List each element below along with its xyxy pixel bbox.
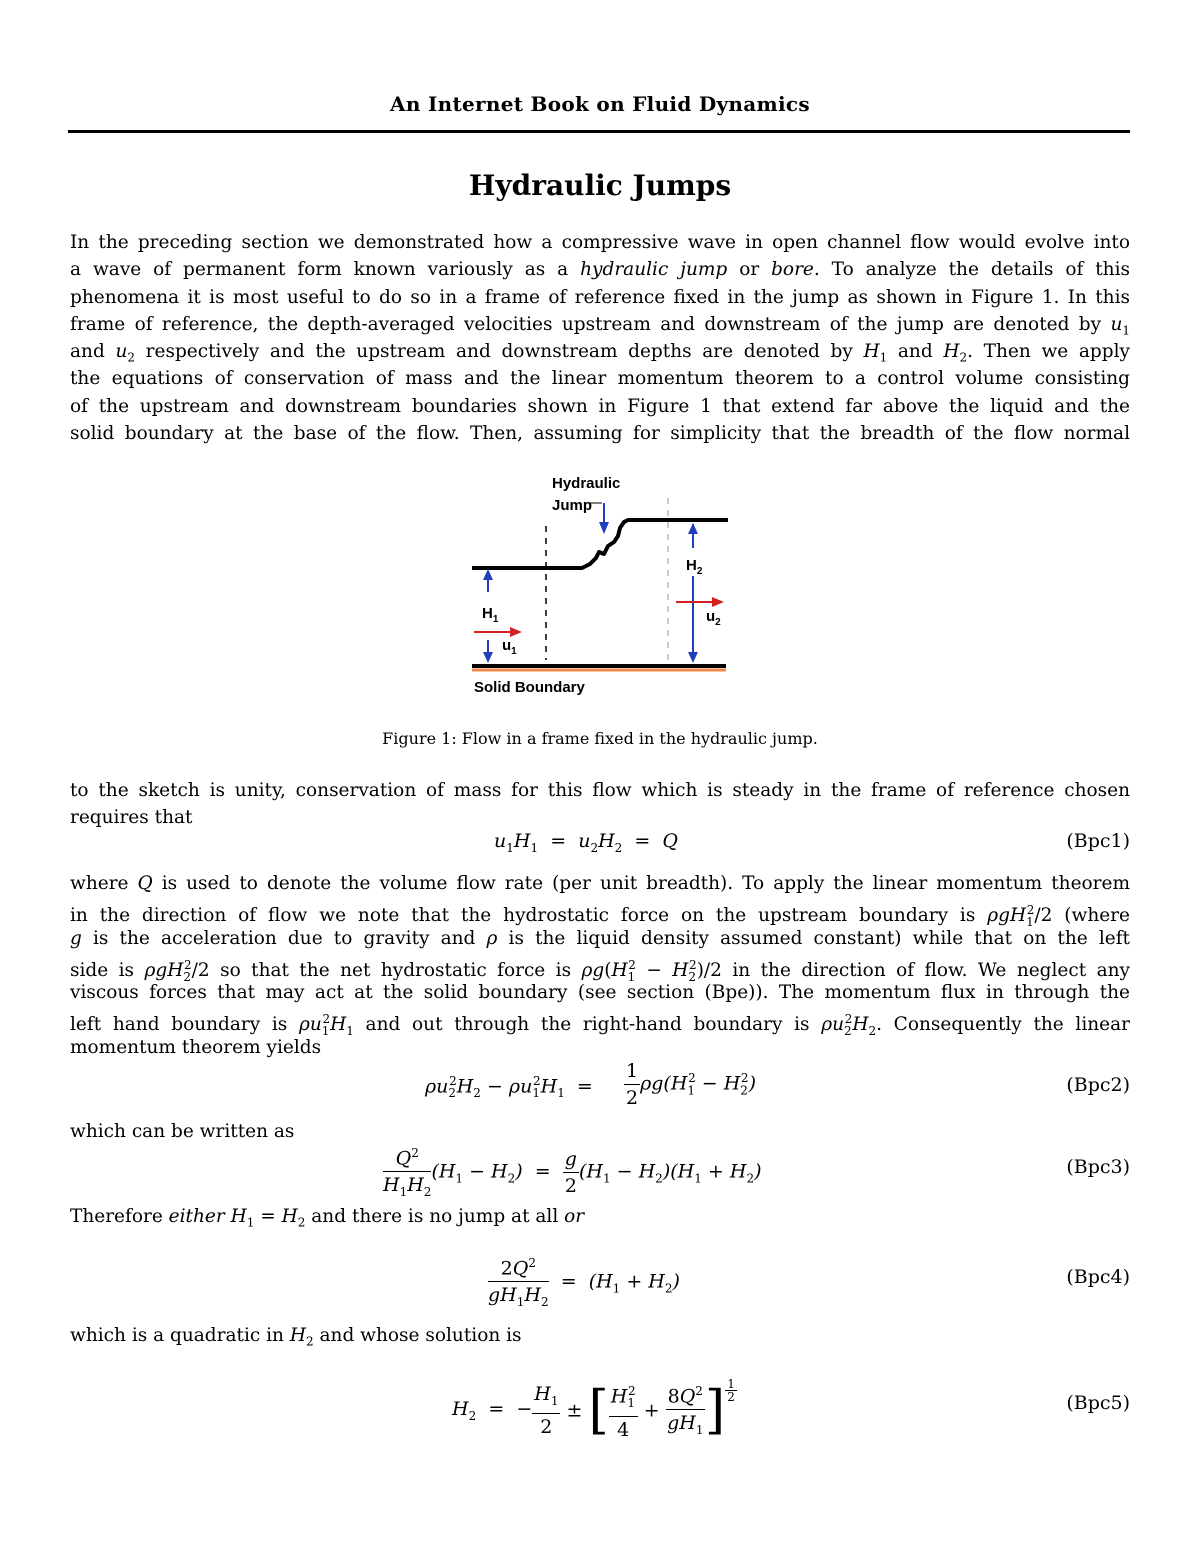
equation-bpc1: $u_1H_1 = u_2H_2 = Q$ (Bpc1) xyxy=(494,830,1130,855)
intro-line: phenomena it is most useful to do so in a frame of reference fixed in the jump as shown in Figure 1. In this xyxy=(70,286,1130,308)
intro-paragraph xyxy=(70,229,1130,447)
intro-line: of the upstream and downstream boundaries shown in Figure 1 that extend far above the liquid and the xyxy=(70,395,1130,417)
jump-pointer-arrowhead xyxy=(599,522,609,534)
figure-label-solid-boundary: Solid Boundary xyxy=(474,679,585,696)
para-line: g is the acceleration due to gravity and ρ is the liquid density assumed constant) while that on the left xyxy=(70,927,1130,949)
equation-bpc4: $\frac{2Q^2}{gH_1H_2}$ = $(H_1 + H_2)$ (Bpc4) xyxy=(70,1250,1130,1306)
figure-label-u1: $u_1$ xyxy=(502,637,517,657)
u2-arrowhead xyxy=(712,597,724,607)
equation-label: (Bpc5) xyxy=(1066,1392,1130,1414)
page-title: Hydraulic Jumps xyxy=(468,169,732,202)
equation-bpc3: $\frac{Q^2}{H_1H_2}$ $(H_1 - H_2)$ = $\frac{g}{2}$ $(H_1 - H_2)(H_1 + H_2)$ (Bpc3) xyxy=(70,1140,1130,1196)
para-line: left hand boundary is $\rho u_1^2H_1$ and out through the right-hand boundary is $\rho u_2^2H_2$. Consequently the linear xyxy=(70,1012,1130,1039)
para-line: to the sketch is unity, conservation of mass for this flow which is steady in the frame of reference chosen xyxy=(70,780,1130,801)
book-header: An Internet Book on Fluid Dynamics xyxy=(390,92,810,116)
para-line: viscous forces that may act at the solid boundary (see section (Bpe)). The momentum flux in through the xyxy=(70,982,1130,1004)
para-line: momentum theorem yields xyxy=(70,1036,322,1058)
figure-caption: Figure 1: Flow in a frame fixed in the hydraulic jump. xyxy=(382,729,818,748)
equation-label: (Bpc2) xyxy=(1066,1074,1130,1096)
equation-bpc5: $H_2$ = − $\frac{H_1}{2}$ ± [ $\frac{H_1^2}{4}$ + $\frac{8Q^2}{gH_1}$ ] $\frac{1}{2}$ (Bpc5) xyxy=(452,1377,1130,1442)
para-line: requires that xyxy=(70,807,193,829)
intro-line: a wave of permanent form known variously as a hydraulic jump or bore. To analyze the details of this xyxy=(70,259,1130,281)
para-line: which is a quadratic in $H_2$ and whose solution is xyxy=(70,1325,522,1349)
intro-line: In the preceding section we demonstrated how a compressive wave in open channel flow would evolve into xyxy=(70,232,1130,253)
para-line: side is ρgH$_2^2$/2 so that the net hydrostatic force is $\rho g(H_1^2 - H_2^2)/2$ in the direction of flow. We neglect any xyxy=(70,957,1131,984)
figure-label-jump: Jump xyxy=(552,497,593,514)
figure-label-u2: $u_2$ xyxy=(706,608,721,628)
equation-bpc2: $\rho u_2^2H_2 - \rho u_1^2H_1$ = $\frac{1}{2}$ $\rho g(H_1^2 - H_2^2)$ (Bpc2) xyxy=(425,1060,1130,1109)
mass-conservation-paragraph xyxy=(70,777,1130,832)
intro-line: frame of reference, the depth-averaged velocities upstream and downstream of the jump are denoted by $u_1$ xyxy=(70,313,1130,338)
equation-label: (Bpc3) xyxy=(1066,1156,1130,1178)
momentum-paragraph xyxy=(70,870,1130,1061)
quadratic-text xyxy=(70,1322,1130,1349)
equation-label: (Bpc4) xyxy=(1066,1266,1130,1288)
u1-arrowhead xyxy=(510,627,522,637)
h2-arrowhead-up xyxy=(688,523,698,534)
intro-line: and $u_2$ respectively and the upstream and downstream depths are denoted by $H_1$ and $H_2$. Then we apply xyxy=(70,341,1130,365)
figure-label-hydraulic: Hydraulic xyxy=(552,475,621,492)
therefore-text xyxy=(70,1203,1130,1230)
header-rule xyxy=(68,130,1130,133)
h2-arrowhead-down xyxy=(688,652,698,663)
figure-label-h2: $H_2$ xyxy=(686,557,703,577)
para-line: where Q is used to denote the volume flow rate (per unit breadth). To apply the linear momentum theorem xyxy=(70,873,1130,894)
para-line: Therefore either $H_1 = H_2$ and there is no jump at all or xyxy=(70,1206,585,1230)
figure-label-h1: $H_1$ xyxy=(482,605,499,625)
para-line: in the direction of flow we note that the hydrostatic force on the upstream boundary is ρgH$_1^2$/2 (where xyxy=(70,903,1130,930)
h1-arrowhead-down xyxy=(483,652,493,663)
equation-label: (Bpc1) xyxy=(1066,830,1130,852)
intro-line: the equations of conservation of mass and the linear momentum theorem to a control volume consisting xyxy=(70,368,1130,390)
h1-arrowhead-up xyxy=(483,569,493,580)
intro-line: solid boundary at the base of the flow. Then, assuming for simplicity that the breadth of the flow normal xyxy=(70,423,1130,445)
hydraulic-jump-figure xyxy=(468,468,733,700)
para-line: which can be written as xyxy=(70,1121,295,1142)
